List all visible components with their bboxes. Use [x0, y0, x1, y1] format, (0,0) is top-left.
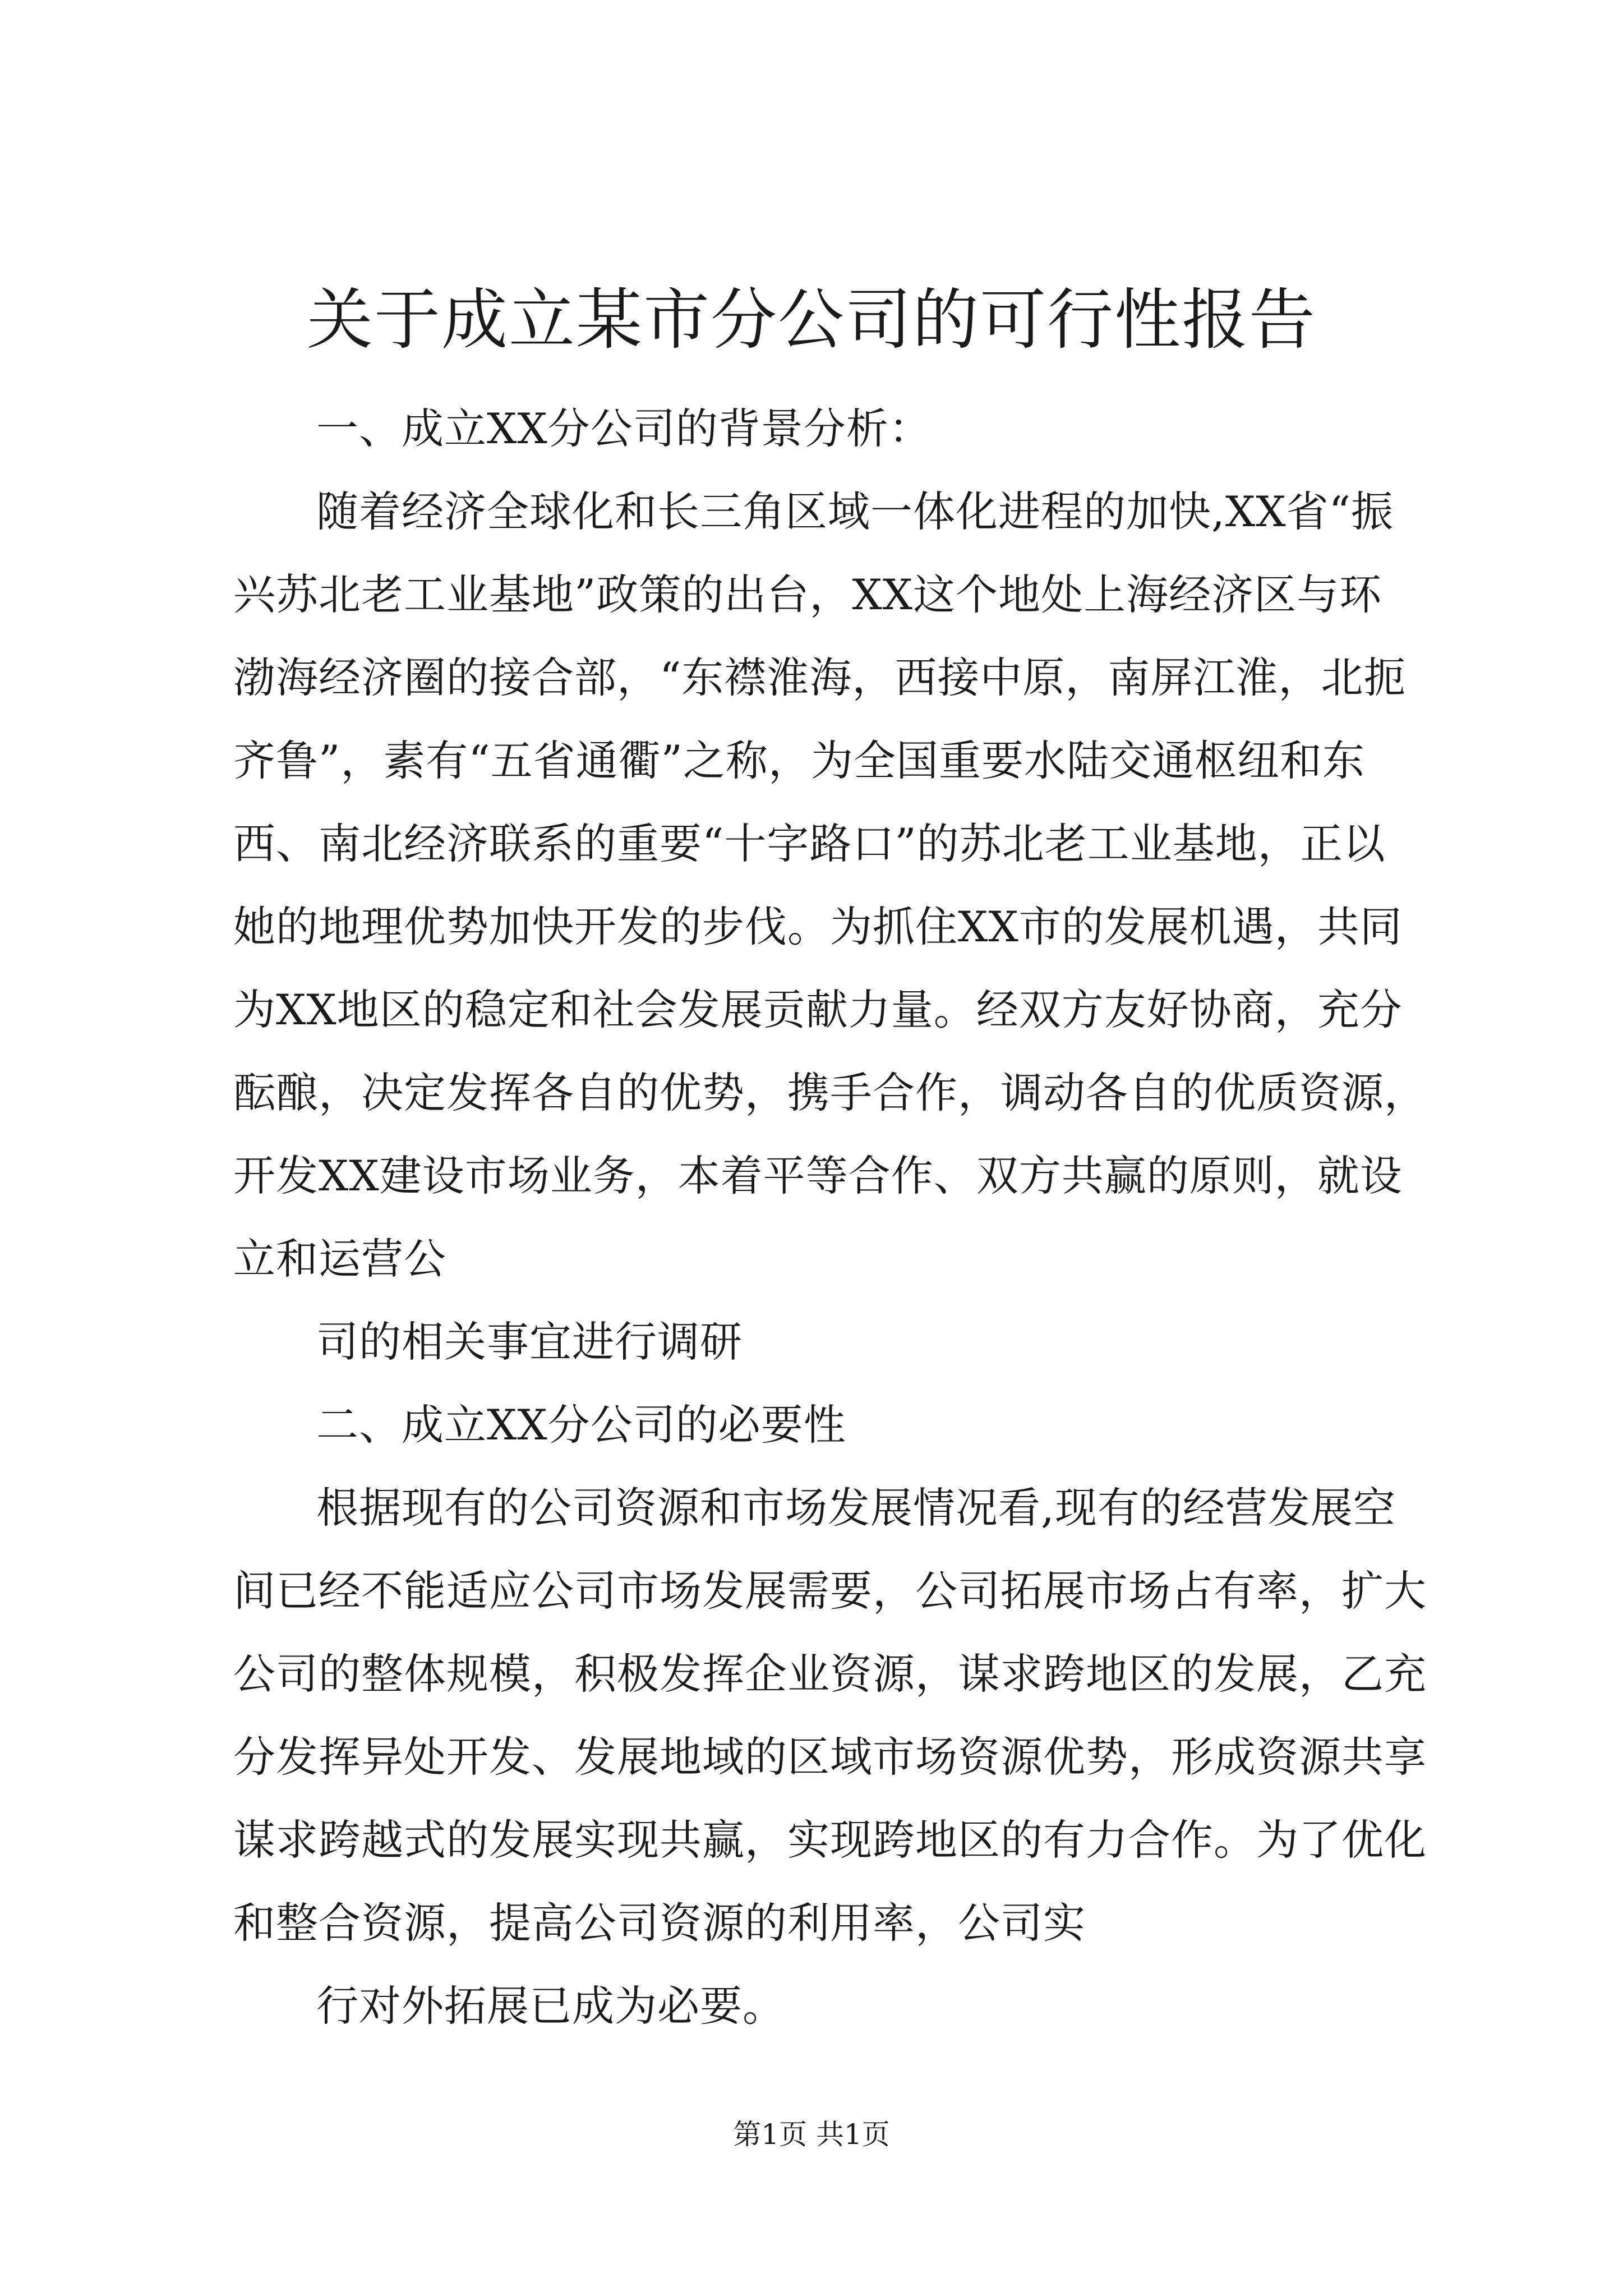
- paragraph-line: 立和运营公: [233, 1234, 447, 1283]
- paragraph-line: 兴苏北老工业基地”政策的出台，XX这个地处上海经济区与环: [233, 570, 1382, 619]
- document-body: [233, 387, 1433, 2047]
- paragraph-line: 她的地理优势加快开发的步伐。为抓住XX市的发展机遇，共同: [233, 902, 1403, 951]
- paragraph-line: 随着经济全球化和长三角区域一体化进程的加快,XX省“振: [316, 487, 1394, 536]
- paragraph-line: 渤海经济圈的接合部，“东襟淮海，西接中原，南屏江淮，北扼: [233, 653, 1407, 702]
- document-title: 关于成立某市分公司的可行性报告: [306, 281, 1316, 358]
- paragraph-line: 酝酿，决定发挥各自的优势，携手合作，调动各自的优质资源，: [233, 1068, 1427, 1117]
- paragraph-line: 开发XX建设市场业务，本着平等合作、双方共赢的原则，就设: [233, 1151, 1403, 1200]
- paragraph-line: 为XX地区的稳定和社会发展贡献力量。经双方友好协商，充分: [233, 985, 1403, 1034]
- paragraph-line: 行对外拓展已成为必要。: [316, 1981, 786, 2031]
- paragraph-line: 齐鲁”，素有“五省通衢”之称，为全国重要水陆交通枢纽和东: [233, 736, 1366, 785]
- paragraph-line: 西、南北经济联系的重要“十字路口”的苏北老工业基地，正以: [233, 819, 1386, 868]
- paragraph-line: 谋求跨越式的发展实现共赢，实现跨地区的有力合作。为了优化: [233, 1815, 1427, 1865]
- paragraph-line: 司的相关事宜进行调研: [316, 1317, 743, 1366]
- paragraph-line: 根据现有的公司资源和市场发展情况看,现有的经营发展空: [316, 1483, 1396, 1533]
- paragraph-line: 和整合资源，提高公司资源的利用率，公司实: [233, 1898, 1086, 1948]
- section-heading-2: 二、成立XX分公司的必要性: [316, 1400, 846, 1450]
- page-footer: 第1页 共1页: [733, 2118, 890, 2151]
- paragraph-line: 公司的整体规模，积极发挥企业资源，谋求跨地区的发展，乙充: [233, 1649, 1427, 1699]
- paragraph-line: 分发挥异处开发、发展地域的区域市场资源优势，形成资源共享: [233, 1732, 1427, 1782]
- section-heading-1: 一、成立XX分公司的背景分析：: [316, 404, 932, 453]
- paragraph-line: 间已经不能适应公司市场发展需要，公司拓展市场占有率，扩大: [233, 1566, 1427, 1616]
